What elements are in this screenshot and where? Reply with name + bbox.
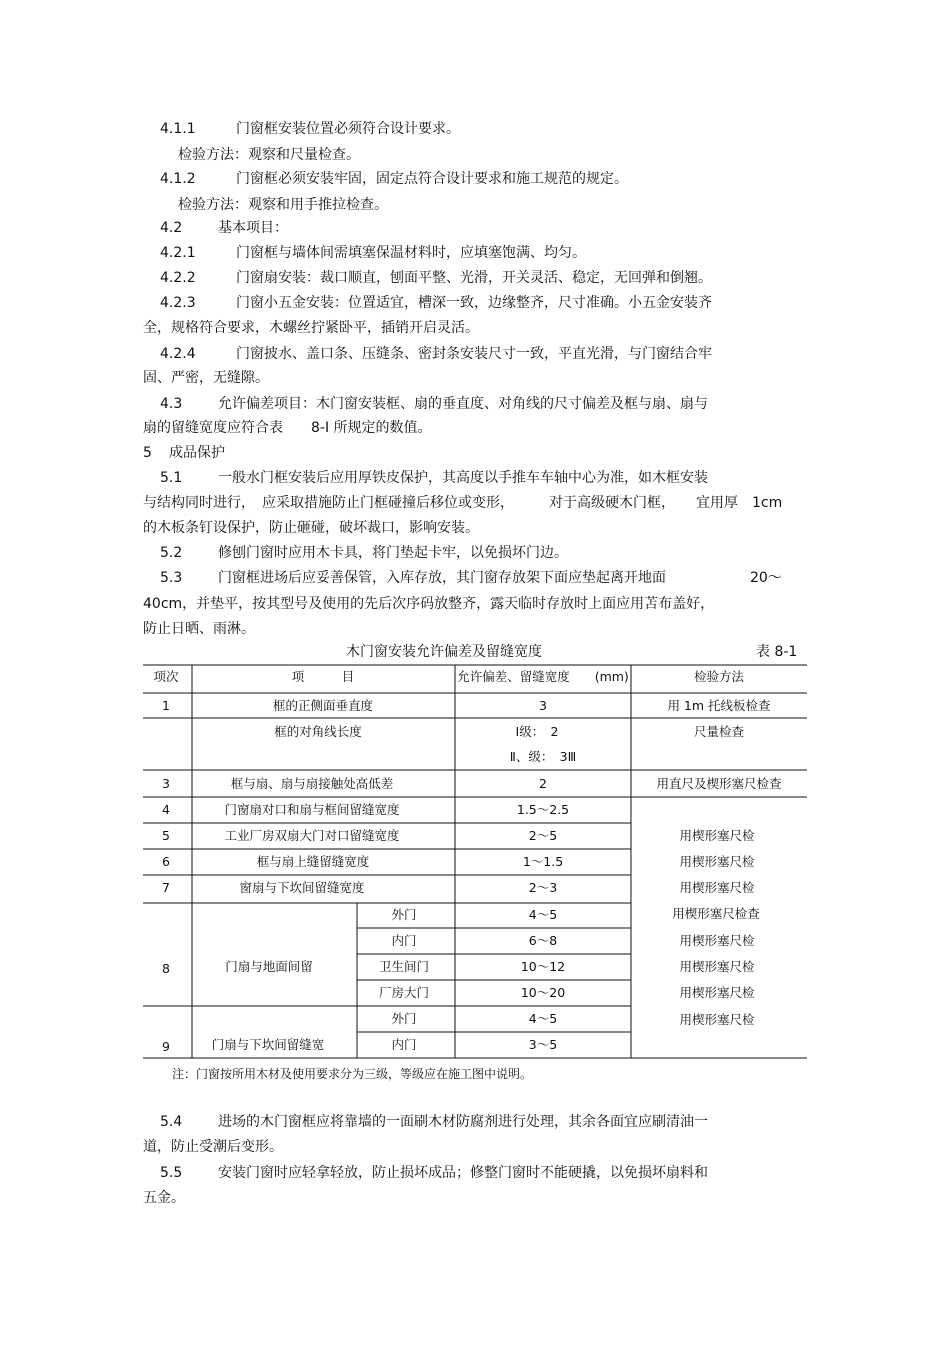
row-8d-sub: 厂房大门 bbox=[378, 985, 430, 1000]
paragraph-5-4-cont: 道，防止受潮后变形。 bbox=[143, 1139, 283, 1155]
section-number: 4.1.2 bbox=[160, 171, 196, 187]
row-8c-method: 用楔形塞尺检 bbox=[679, 959, 755, 974]
section-number: 5 bbox=[143, 445, 152, 461]
row-8a-method: 用楔形塞尺检查 bbox=[672, 906, 760, 921]
section-number: 4.2 bbox=[160, 220, 183, 236]
paragraph-text: 门窗框与墙体间需填塞保温材料时，应填塞饱满、均匀。 bbox=[236, 245, 586, 261]
header-tolerance: 允许偏差、留缝宽度 (mm) bbox=[457, 669, 629, 684]
row-6-tol: 1～1.5 bbox=[522, 854, 564, 869]
row-4-item: 门窗扇对口和扇与框间留缝宽度 bbox=[224, 802, 400, 817]
row-5-no: 5 bbox=[162, 828, 170, 843]
paragraph-4-3-cont: 扇的留缝宽度应符合表 8-I 所规定的数值。 bbox=[143, 420, 432, 436]
row-9b-tol: 3～5 bbox=[528, 1037, 558, 1052]
paragraph-text: 成品保护 bbox=[169, 445, 225, 461]
row-9-item: 门扇与下坎间留缝宽 bbox=[211, 1037, 325, 1052]
row-8-no: 8 bbox=[162, 961, 170, 976]
paragraph-text: 门窗披水、盖口条、压缝条、密封条安装尺寸一致，平直光滑，与门窗结合牢 bbox=[236, 346, 712, 362]
row-6-item: 框与扇上缝留缝宽度 bbox=[256, 854, 370, 869]
paragraph-text: 修刨门窗时应用木卡具，将门垫起卡牢，以免损坏门边。 bbox=[218, 545, 568, 561]
row-8d-tol: 10～20 bbox=[520, 985, 566, 1000]
row-3-tol: 2 bbox=[539, 776, 547, 791]
paragraph-text: 进场的木门窗框应将靠墙的一面刷木材防腐剂进行处理，其余各面宜应刷清油一 bbox=[218, 1114, 708, 1130]
row-1-no: 1 bbox=[162, 698, 170, 713]
row-2-method: 尺量检查 bbox=[693, 724, 745, 739]
paragraph-inspection-1: 检验方法：观察和尺量检查。 bbox=[178, 147, 360, 163]
row-9a-sub: 外门 bbox=[391, 1011, 417, 1026]
row-2-tol: Ⅰ级： 2 bbox=[515, 724, 559, 739]
row-3-item: 框与扇、扇与扇接触处高低差 bbox=[230, 776, 394, 791]
row-9-no: 9 bbox=[162, 1039, 170, 1054]
section-number: 5.3 bbox=[160, 570, 183, 586]
section-number: 5.2 bbox=[160, 545, 183, 561]
row-8c-sub: 卫生间门 bbox=[378, 959, 430, 974]
row-5-method: 用楔形塞尺检 bbox=[679, 828, 755, 843]
paragraph-5-5-cont: 五金。 bbox=[143, 1190, 185, 1206]
section-number: 4.2.3 bbox=[160, 295, 196, 311]
paragraph-inspection-2: 检验方法：观察和用手推拉检查。 bbox=[178, 197, 388, 213]
row-6-method: 用楔形塞尺检 bbox=[679, 854, 755, 869]
section-number: 4.2.2 bbox=[160, 270, 196, 286]
paragraph-text: 门窗框进场后应妥善保管，入库存放，其门窗存放架下面应垫起离开地面 20～ bbox=[218, 570, 782, 586]
section-number: 4.2.4 bbox=[160, 346, 196, 362]
header-item: 项 目 bbox=[291, 669, 355, 684]
row-2-item: 框的对角线长度 bbox=[274, 724, 362, 739]
table-note: 注：门窗按所用木材及使用要求分为三级，等级应在施工图中说明。 bbox=[172, 1067, 533, 1081]
section-number: 5.4 bbox=[160, 1114, 183, 1130]
table-title: 木门窗安装允许偏差及留缝宽度 bbox=[346, 644, 542, 660]
row-2-tol-2: Ⅱ、级： 3Ⅲ bbox=[509, 749, 577, 764]
paragraph-4-2-3-cont: 全，规格符合要求，木螺丝拧紧卧平，插销开启灵活。 bbox=[143, 320, 479, 336]
paragraph-text: 允许偏差项目：木门窗安装框、扇的垂直度、对角线的尺寸偏差及框与扇、扇与 bbox=[218, 396, 708, 412]
paragraph-text: 门窗扇安装：裁口顺直，刨面平整、光滑，开关灵活、稳定，无回弹和倒翘。 bbox=[236, 270, 712, 286]
section-number: 5.5 bbox=[160, 1165, 183, 1181]
paragraph-5-1-cont-1: 与结构同时进行， 应采取措施防止门框碰撞后移位或变形， 对于高级硬木门框， 宜用厚 1cm bbox=[143, 495, 783, 511]
row-5-tol: 2～5 bbox=[528, 828, 558, 843]
paragraph-text: 门窗框必须安装牢固，固定点符合设计要求和施工规范的规定。 bbox=[236, 171, 628, 187]
row-1-tol: 3 bbox=[539, 698, 547, 713]
paragraph-5-1-cont-2: 的木板条钉设保护，防止砸碰，破坏裁口，影响安装。 bbox=[143, 520, 479, 536]
section-number: 4.1.1 bbox=[160, 121, 196, 137]
row-8-item: 门扇与地面间留 bbox=[225, 959, 313, 974]
table-number: 表 8-1 bbox=[756, 644, 798, 660]
paragraph-text: 一般水门框安装后应用厚铁皮保护，其高度以手推车车轴中心为准，如木框安装 bbox=[218, 470, 708, 486]
paragraph-5-4 bbox=[160, 1113, 708, 1131]
row-9b-sub: 内门 bbox=[391, 1037, 417, 1052]
row-3-method: 用直尺及楔形塞尺检查 bbox=[656, 776, 782, 791]
row-7-tol: 2～3 bbox=[528, 880, 558, 895]
row-4-tol: 1.5～2.5 bbox=[516, 802, 570, 817]
section-number: 4.2.1 bbox=[160, 245, 196, 261]
row-9a-method: 用楔形塞尺检 bbox=[679, 1012, 755, 1027]
row-8a-sub: 外门 bbox=[391, 907, 417, 922]
row-6-no: 6 bbox=[162, 854, 170, 869]
row-8c-tol: 10～12 bbox=[520, 959, 566, 974]
paragraph-text: 门窗小五金安装：位置适宜，槽深一致，边缘整齐，尺寸准确。小五金安装齐 bbox=[236, 295, 712, 311]
section-number: 4.3 bbox=[160, 396, 183, 412]
paragraph-5-3-cont-2: 防止日晒、雨淋。 bbox=[143, 621, 255, 637]
paragraph-text: 安装门窗时应轻拿轻放，防止损坏成品；修整门窗时不能硬撬，以免损坏扇料和 bbox=[218, 1165, 708, 1181]
paragraph-4-2-4-cont: 固、严密，无缝隙。 bbox=[143, 370, 269, 386]
row-7-method: 用楔形塞尺检 bbox=[679, 880, 755, 895]
row-7-item: 窗扇与下坎间留缝宽度 bbox=[239, 880, 365, 895]
row-1-item: 框的正侧面垂直度 bbox=[272, 698, 374, 713]
paragraph-5-3-cont-1: 40cm，并垫平，按其型号及使用的先后次序码放整齐，露天临时存放时上面应用苫布盖好， bbox=[143, 596, 715, 612]
row-8b-sub: 内门 bbox=[391, 933, 417, 948]
header-no: 项次 bbox=[153, 669, 179, 684]
row-8a-tol: 4～5 bbox=[528, 907, 558, 922]
header-method: 检验方法 bbox=[693, 669, 745, 684]
paragraph-text: 基本项目： bbox=[218, 220, 288, 236]
paragraph-text: 门窗框安装位置必须符合设计要求。 bbox=[236, 121, 460, 137]
row-7-no: 7 bbox=[162, 880, 170, 895]
section-number: 5.1 bbox=[160, 470, 183, 486]
row-3-no: 3 bbox=[162, 776, 170, 791]
row-9a-tol: 4～5 bbox=[528, 1011, 558, 1026]
row-8d-method: 用楔形塞尺检 bbox=[679, 985, 755, 1000]
row-4-no: 4 bbox=[162, 802, 170, 817]
row-8b-method: 用楔形塞尺检 bbox=[679, 933, 755, 948]
paragraph-5-5 bbox=[160, 1164, 708, 1182]
row-5-item: 工业厂房双扇大门对口留缝宽度 bbox=[224, 828, 400, 843]
row-1-method: 用 1m 托线板检查 bbox=[667, 698, 771, 713]
row-8b-tol: 6～8 bbox=[528, 933, 558, 948]
